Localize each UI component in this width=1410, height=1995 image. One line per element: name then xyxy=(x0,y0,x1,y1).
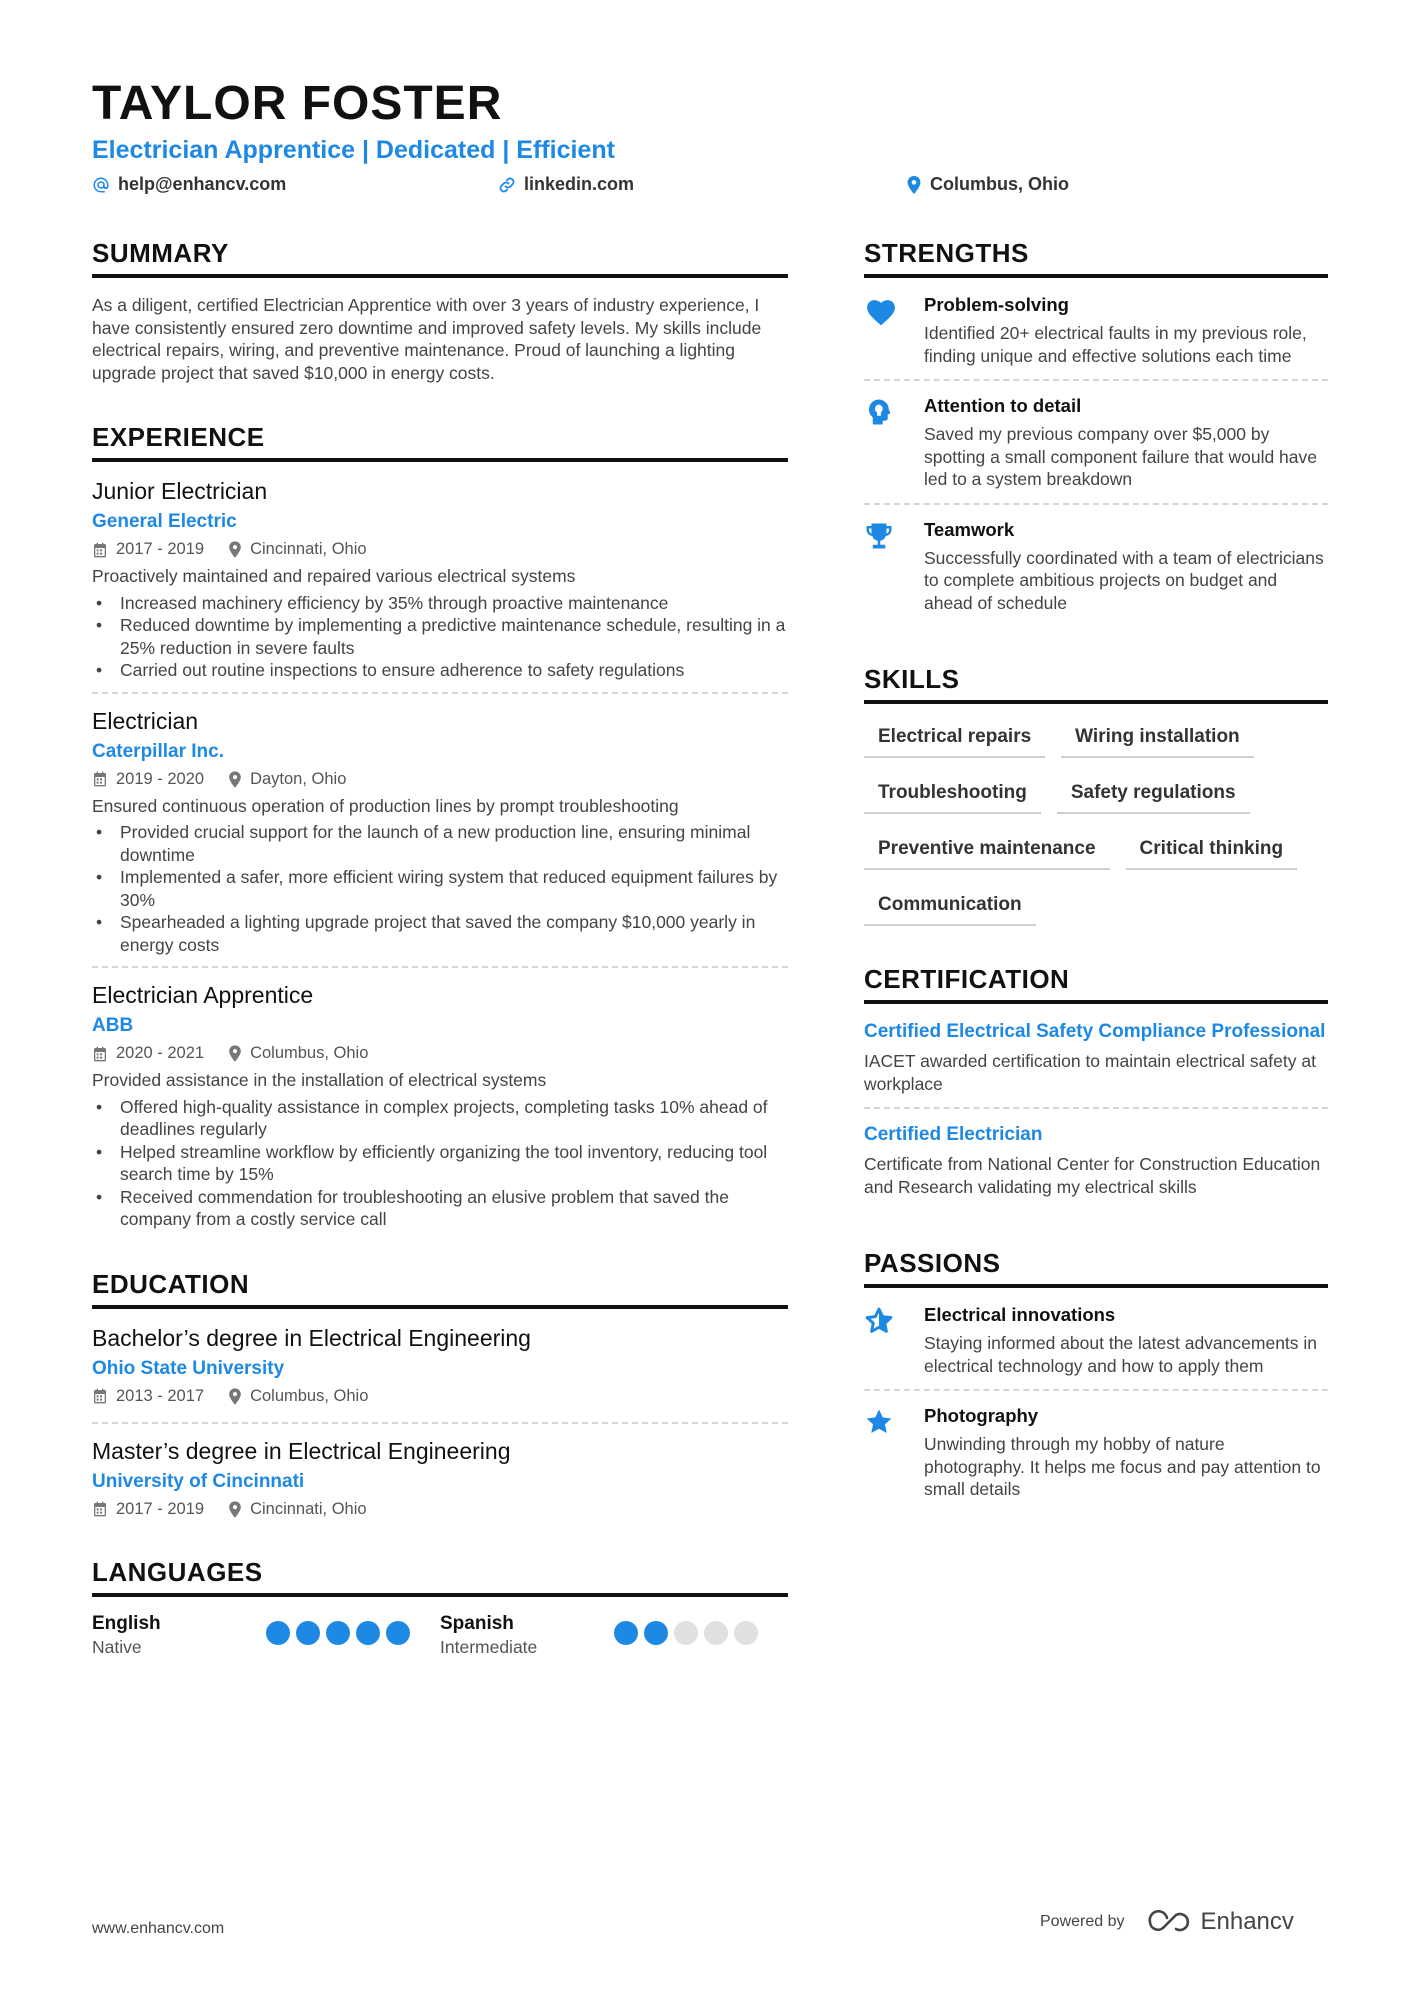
job-dates: 2017 - 2019 xyxy=(116,540,205,558)
language-rating xyxy=(266,1621,410,1645)
rating-dot-filled xyxy=(296,1621,320,1645)
calendar-icon xyxy=(92,1501,108,1517)
contact-link[interactable] xyxy=(498,174,634,195)
calendar-icon xyxy=(92,1388,108,1404)
star-outline-icon xyxy=(864,1306,894,1336)
company-name: General Electric xyxy=(92,511,237,532)
skill-tag: Safety regulations xyxy=(1057,776,1250,814)
map-pin-icon xyxy=(228,1045,242,1062)
contact-email[interactable] xyxy=(92,174,286,195)
skills-heading: SKILLS xyxy=(864,664,1328,704)
summary-section xyxy=(92,238,788,384)
rating-dot-filled xyxy=(386,1621,410,1645)
passion-item xyxy=(864,1304,1328,1391)
strengths-heading: STRENGTHS xyxy=(864,238,1328,278)
job-bullets xyxy=(92,592,788,682)
job-bullet: • Carried out routine inspections to ensure adherence to safety regulations xyxy=(92,659,788,682)
certification-title: Certified Electrician xyxy=(864,1124,1043,1145)
certification-desc: Certificate from National Center for Construction Education and Research validating my electrical skills xyxy=(864,1154,1321,1197)
strength-item xyxy=(864,294,1328,381)
job-bullet: • Helped streamline workflow by efficiently organizing the tool inventory, reducing tool search time by 15% xyxy=(92,1141,788,1186)
language-item xyxy=(440,1613,788,1658)
rating-dot-filled xyxy=(266,1621,290,1645)
education-meta xyxy=(92,1500,788,1519)
brand-name: Enhancv xyxy=(1200,1908,1294,1935)
education-location: Cincinnati, Ohio xyxy=(250,1499,367,1518)
summary-text: As a diligent, certified Electrician Apprentice with over 3 years of industry experience, I have consistently ensured zero downtime and improved safety levels. My skills include electrical repairs, wiring, and preventive maintenance. Proud of launching a lighting upgrade project that saved $10,000 in energy costs. xyxy=(92,295,762,383)
passions-section xyxy=(864,1248,1328,1513)
experience-heading: EXPERIENCE xyxy=(92,422,788,462)
degree-title: Master’s degree in Electrical Engineering xyxy=(92,1437,511,1464)
map-pin-icon xyxy=(228,541,242,558)
company-name: Caterpillar Inc. xyxy=(92,740,224,762)
skills-section xyxy=(864,664,1328,926)
passion-item xyxy=(864,1405,1328,1513)
strength-title: Problem-solving xyxy=(924,294,1069,315)
skill-tag: Troubleshooting xyxy=(864,776,1041,814)
skills-list xyxy=(864,720,1328,926)
certification-item xyxy=(864,1123,1328,1210)
job-bullets xyxy=(92,821,788,956)
rating-dot-empty xyxy=(704,1621,728,1645)
school-name: University of Cincinnati xyxy=(92,1470,305,1492)
job-location: Cincinnati, Ohio xyxy=(250,540,367,558)
certification-section xyxy=(864,964,1328,1210)
job-location: Dayton, Ohio xyxy=(250,769,347,788)
job-title: Electrician Apprentice xyxy=(92,982,314,1008)
map-pin-icon xyxy=(228,771,242,788)
job-meta xyxy=(92,770,788,789)
skill-tag: Communication xyxy=(864,888,1036,926)
star-icon xyxy=(864,1407,894,1437)
location-text: Columbus, Ohio xyxy=(930,174,1069,194)
languages-list xyxy=(92,1613,788,1658)
job-description: Provided assistance in the installation of electrical systems xyxy=(92,1070,547,1090)
strength-desc: Successfully coordinated with a team of electricians to complete ambitious projects on budget and ahead of schedule xyxy=(924,547,1324,613)
education-entry xyxy=(92,1325,788,1424)
rating-dot-empty xyxy=(674,1621,698,1645)
job-bullet: • Reduced downtime by implementing a predictive maintenance schedule, resulting in a 25% reduction in severe faults xyxy=(92,614,788,659)
job-meta xyxy=(92,540,788,559)
job-bullet: • Increased machinery efficiency by 35% through proactive maintenance xyxy=(92,592,788,615)
rating-dot-filled xyxy=(356,1621,380,1645)
candidate-name: TAYLOR FOSTER xyxy=(92,77,503,130)
education-location: Columbus, Ohio xyxy=(250,1386,369,1405)
job-dates: 2019 - 2020 xyxy=(116,769,205,788)
email-text: help@enhancv.com xyxy=(118,174,287,194)
skill-tag: Electrical repairs xyxy=(864,720,1045,758)
job-description: Ensured continuous operation of production lines by prompt troubleshooting xyxy=(92,795,679,816)
brand-logo[interactable] xyxy=(1147,1908,1294,1936)
certification-title: Certified Electrical Safety Compliance Professional xyxy=(864,1021,1326,1042)
experience-entry xyxy=(92,478,788,694)
language-level: Intermediate xyxy=(440,1636,538,1657)
certification-heading: CERTIFICATION xyxy=(864,964,1328,1004)
footer-branding xyxy=(1040,1908,1294,1936)
skill-tag: Critical thinking xyxy=(1126,832,1298,870)
strength-title: Teamwork xyxy=(924,518,1015,540)
job-title: Electrician xyxy=(92,707,199,734)
rating-dot-filled xyxy=(644,1621,668,1645)
map-pin-icon xyxy=(228,1388,242,1405)
company-name: ABB xyxy=(92,1015,134,1036)
skill-tag: Wiring installation xyxy=(1061,720,1254,758)
footer-website[interactable]: www.enhancv.com xyxy=(92,1920,225,1937)
powered-by-text: Powered by xyxy=(1040,1913,1125,1930)
education-section xyxy=(92,1269,788,1519)
left-column xyxy=(92,238,788,1696)
strength-title: Attention to detail xyxy=(924,395,1082,416)
strength-desc: Identified 20+ electrical faults in my previous role, finding unique and effective solutions each time xyxy=(924,323,1307,366)
education-heading: EDUCATION xyxy=(92,1269,788,1309)
strength-item xyxy=(864,395,1328,505)
at-icon xyxy=(92,176,110,194)
passion-title: Electrical innovations xyxy=(924,1304,1116,1325)
certification-item xyxy=(864,1020,1328,1109)
summary-heading: SUMMARY xyxy=(92,238,788,278)
experience-section xyxy=(92,422,788,1231)
link-text: linkedin.com xyxy=(524,174,635,194)
language-name: Spanish xyxy=(440,1612,514,1634)
calendar-icon xyxy=(92,1046,108,1062)
school-name: Ohio State University xyxy=(92,1357,285,1379)
languages-section xyxy=(92,1557,788,1658)
languages-heading: LANGUAGES xyxy=(92,1557,788,1597)
education-dates: 2017 - 2019 xyxy=(116,1499,205,1518)
job-bullet: • Implemented a safer, more efficient wiring system that reduced equipment failures by 30% xyxy=(92,866,788,911)
passions-heading: PASSIONS xyxy=(864,1248,1328,1288)
job-title: Junior Electrician xyxy=(92,478,268,504)
right-column xyxy=(864,238,1328,1551)
calendar-icon xyxy=(92,771,108,787)
job-location: Columbus, Ohio xyxy=(250,1044,369,1062)
link-icon xyxy=(498,176,516,194)
education-dates: 2013 - 2017 xyxy=(116,1386,205,1405)
candidate-title: Electrician Apprentice | Dedicated | Efficient xyxy=(92,136,615,164)
job-bullets xyxy=(92,1096,788,1231)
strengths-section xyxy=(864,238,1328,626)
job-bullet: • Offered high-quality assistance in complex projects, completing tasks 10% ahead of deadlines regularly xyxy=(92,1096,788,1141)
passion-desc: Staying informed about the latest advancements in electrical technology and how to apply them xyxy=(924,1333,1318,1376)
rating-dot-filled xyxy=(326,1621,350,1645)
job-meta xyxy=(92,1044,788,1063)
language-rating xyxy=(614,1621,758,1645)
language-name: English xyxy=(92,1612,161,1634)
calendar-icon xyxy=(92,542,108,558)
job-bullet: • Received commendation for troubleshooting an elusive problem that saved the company from a costly service call xyxy=(92,1186,788,1231)
rating-dot-empty xyxy=(734,1621,758,1645)
education-meta xyxy=(92,1387,788,1406)
job-bullet: • Spearheaded a lighting upgrade project that saved the company $10,000 yearly in energy costs xyxy=(92,911,788,956)
job-description: Proactively maintained and repaired various electrical systems xyxy=(92,566,576,586)
map-pin-icon xyxy=(228,1501,242,1518)
contact-location xyxy=(906,174,1069,195)
language-level: Native xyxy=(92,1636,142,1657)
strength-desc: Saved my previous company over $5,000 by spotting a small component failure that would have led to a system breakdown xyxy=(924,424,1318,489)
map-pin-icon xyxy=(906,176,922,194)
skill-tag: Preventive maintenance xyxy=(864,832,1110,870)
brain-icon xyxy=(864,397,894,427)
strength-item xyxy=(864,519,1328,627)
experience-entry xyxy=(92,982,788,1231)
job-bullet: • Provided crucial support for the launch of a new production line, ensuring minimal downtime xyxy=(92,821,788,866)
heart-icon xyxy=(864,296,898,326)
language-item xyxy=(92,1613,440,1658)
experience-entry xyxy=(92,708,788,969)
certification-desc: IACET awarded certification to maintain electrical safety at workplace xyxy=(864,1051,1316,1094)
education-entry xyxy=(92,1438,788,1519)
job-dates: 2020 - 2021 xyxy=(116,1044,205,1062)
trophy-icon xyxy=(864,521,894,551)
degree-title: Bachelor’s degree in Electrical Engineering xyxy=(92,1324,531,1351)
passion-desc: Unwinding through my hobby of nature photography. It helps me focus and pay attention to small details xyxy=(924,1434,1321,1499)
rating-dot-filled xyxy=(614,1621,638,1645)
enhancv-logo-icon xyxy=(1147,1910,1193,1934)
passion-title: Photography xyxy=(924,1405,1039,1426)
